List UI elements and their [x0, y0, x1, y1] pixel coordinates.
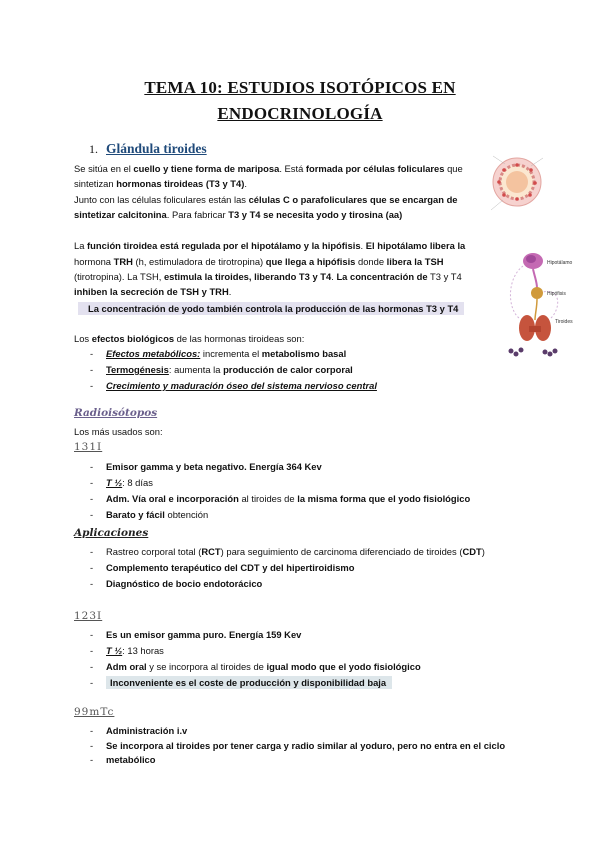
iodine-highlight: La concentración de yodo también controla la producción de las hormonas T3 y T4	[78, 302, 464, 315]
thyroid-label: Tiroides	[555, 319, 573, 325]
list-item-continuation: - metabólico	[90, 753, 505, 767]
list-item: - Diagnóstico de bocio endotorácico	[90, 576, 485, 592]
hpt-axis-illustration	[505, 248, 597, 360]
i131-label: 131I	[74, 441, 103, 453]
effects-intro: Los efectos biológicos de las hormonas tiroideas son:	[74, 333, 305, 344]
effects-list	[90, 346, 377, 394]
regulation-line: La función tiroidea está regulada por el hipotálamo y la hipófisis. El hipotálamo libera la	[74, 240, 466, 251]
list-item: - Adm. Vía oral e incorporación al tiroides de la misma forma que el yodo fisiológico	[90, 491, 470, 507]
list-item: - Complemento terapéutico del CDT y del hipertiroidismo	[90, 560, 485, 576]
i123-label: 123I	[74, 610, 103, 622]
section-number: 1.	[89, 142, 98, 156]
intro-line: sintetizan hormonas tiroideas (T3 y T4).	[74, 178, 247, 189]
radioisotopes-heading: Radioisótopos	[74, 407, 158, 419]
list-item: - Emisor gamma y beta negativo. Energía 364 Kev	[90, 459, 470, 475]
i123-list	[90, 627, 421, 691]
tc99-list	[90, 723, 505, 767]
hypothalamus-label: Hipotálamo	[547, 260, 573, 266]
list-item: - Efectos metabólicos: incrementa el metabolismo basal	[90, 346, 377, 362]
hypothalamus-shape	[523, 253, 543, 269]
list-item: - Adm oral y se incorpora al tiroides de igual modo que el yodo fisiológico	[90, 659, 421, 675]
section-heading	[89, 141, 207, 157]
list-item: - Inconveniente es el coste de producción y disponibilidad baja	[90, 675, 421, 691]
list-item: - Administración i.v	[90, 723, 505, 739]
intro-line: Se sitúa en el cuello y tiene forma de mariposa. Está formada por células foliculares que	[74, 163, 463, 174]
list-item: - Es un emisor gamma puro. Energía 159 Kev	[90, 627, 421, 643]
applications-heading: Aplicaciones	[74, 527, 149, 539]
applications-list	[90, 544, 485, 592]
list-item: - Termogénesis: aumenta la producción de calor corporal	[90, 362, 377, 378]
radio-intro: Los más usados son:	[74, 426, 163, 437]
list-item: - Rastreo corporal total (RCT) para seguimiento de carcinoma diferenciado de tiroides (CDT)	[90, 544, 485, 560]
regulation-line: inhiben la secreción de TSH y TRH.	[74, 286, 232, 297]
pituitary-shape	[531, 287, 543, 299]
title-line-1: TEMA 10: ESTUDIOS ISOTÓPICOS EN	[144, 78, 456, 97]
list-item: - T ½: 8 días	[90, 475, 470, 491]
regulation-line: hormona TRH (h, estimuladora de tirotropina) que llega a hipófisis donde libera la TSH	[74, 256, 444, 267]
regulation-line: (tirotropina). La TSH, estimula la tiroides, liberando T3 y T4. La concentración de T3 y T4	[74, 271, 462, 282]
intro-line: Junto con las células foliculares están las células C o parafoliculares que se encargan de	[74, 194, 458, 205]
i131-list	[90, 459, 470, 523]
section-label: Glándula tiroides	[106, 141, 207, 156]
tc99-label: 99mTc	[74, 706, 115, 718]
pituitary-label: Hipófisis	[547, 291, 566, 297]
list-item: - Barato y fácil obtención	[90, 507, 470, 523]
title-line-2: ENDOCRINOLOGÍA	[217, 104, 383, 123]
list-item: - Crecimiento y maduración óseo del sistema nervioso central	[90, 378, 377, 394]
thyroid-follicle-illustration	[485, 148, 550, 218]
list-item: - Se incorpora al tiroides por tener carga y radio similar al yoduro, pero no entra en el ciclo	[90, 739, 505, 753]
list-item: - T ½: 13 horas	[90, 643, 421, 659]
intro-line: sintetizar calcitonina. Para fabricar T3 y T4 se necesita yodo y tirosina (aa)	[74, 209, 403, 220]
